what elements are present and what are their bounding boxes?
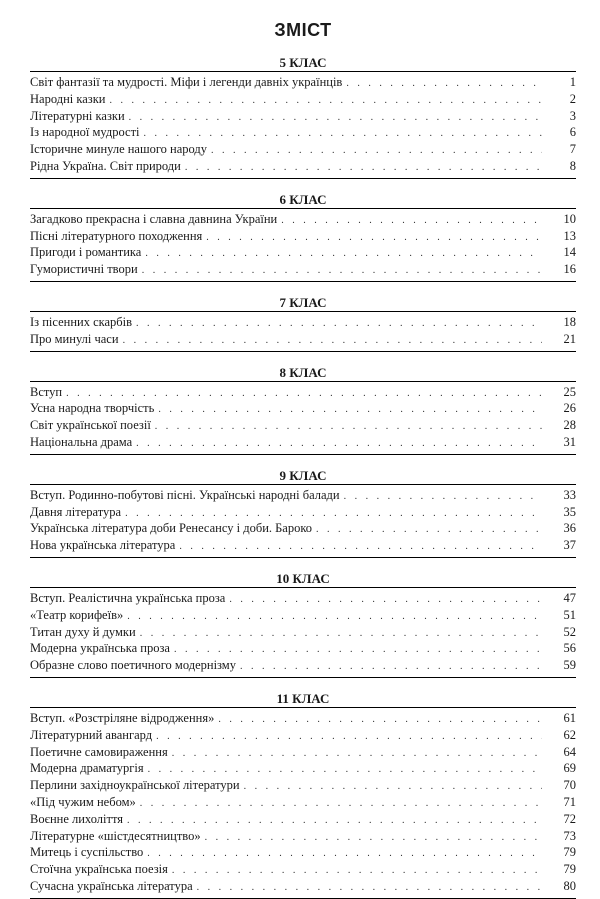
dot-leader <box>240 659 542 676</box>
section-heading: 5 КЛАС <box>279 55 327 70</box>
entry-page-number: 2 <box>569 91 576 106</box>
dot-leader <box>172 746 542 763</box>
entry-title: Пригоди і романтика <box>30 245 142 260</box>
dot-leader <box>206 230 542 247</box>
entry-title: Усна народна творчість <box>30 401 155 416</box>
section-heading: 6 КЛАС <box>279 191 327 207</box>
toc-entry <box>30 211 576 228</box>
section-entries <box>30 208 576 282</box>
entry-title: Давня література <box>30 504 122 519</box>
entry-page-number: 56 <box>563 641 576 656</box>
section-entries <box>30 381 576 455</box>
entry-page-number: 21 <box>563 331 576 346</box>
entry-title: Нова українська література <box>30 538 176 553</box>
toc-entry <box>30 487 576 504</box>
entry-title: Вступ. Реалістична українська проза <box>30 590 226 605</box>
entry-title: Сучасна українська література <box>30 878 193 893</box>
toc-entry <box>30 158 576 175</box>
toc-section <box>30 364 576 455</box>
entry-title: Національна драма <box>30 434 133 449</box>
entry-page-number: 6 <box>569 125 576 140</box>
entry-page-number: 8 <box>569 158 576 173</box>
toc-entry <box>30 828 576 845</box>
toc-entry <box>30 520 576 537</box>
toc-entry <box>30 314 576 331</box>
dot-leader <box>155 419 542 436</box>
dot-leader <box>218 712 542 729</box>
toc-section <box>30 570 576 678</box>
entry-title: Стоїчна українська поезія <box>30 862 168 877</box>
dot-leader <box>197 880 542 897</box>
toc-entry <box>30 91 576 108</box>
section-heading: 10 КЛАС <box>276 570 330 586</box>
dot-leader <box>316 522 542 539</box>
entry-title: Митець і суспільство <box>30 845 144 860</box>
toc-body <box>30 54 576 899</box>
entry-title: Воєнне лихоліття <box>30 811 124 826</box>
entry-title: Літературний авангард <box>30 727 153 742</box>
entry-title: Народні казки <box>30 91 106 106</box>
toc-entry <box>30 108 576 125</box>
section-heading: 11 КЛАС <box>276 690 330 706</box>
toc-entry <box>30 124 576 141</box>
dot-leader <box>129 110 542 127</box>
entry-page-number: 35 <box>563 504 576 519</box>
dot-leader <box>147 846 542 863</box>
entry-page-number: 70 <box>563 778 576 793</box>
entry-page-number: 33 <box>563 487 576 502</box>
toc-entry <box>30 434 576 451</box>
toc-entry <box>30 74 576 91</box>
dot-leader <box>136 436 542 453</box>
entry-title: Вступ. Родинно-побутові пісні. Українські народні балади <box>30 487 340 502</box>
toc-entry <box>30 400 576 417</box>
entry-page-number: 37 <box>563 538 576 553</box>
section-heading: 9 КЛАС <box>279 467 327 483</box>
entry-page-number: 61 <box>563 710 576 725</box>
toc-section <box>30 467 576 558</box>
entry-title: Світ фантазії та мудрості. Міфи і легенди давніх українців <box>30 75 343 89</box>
entry-page-number: 13 <box>563 228 576 243</box>
toc-entry <box>30 861 576 878</box>
dot-leader <box>123 333 542 350</box>
toc-entry <box>30 794 576 811</box>
section-entries <box>30 707 576 899</box>
entry-title: Перлини західноукраїнської літератури <box>30 778 240 793</box>
toc-entry <box>30 141 576 158</box>
dot-leader <box>136 316 542 333</box>
dot-leader <box>244 779 542 796</box>
dot-leader <box>205 830 542 847</box>
dot-leader <box>145 246 542 263</box>
entry-page-number: 59 <box>563 658 576 673</box>
dot-leader <box>211 143 542 160</box>
section-heading: 8 КЛАС <box>279 364 327 380</box>
toc-entry <box>30 744 576 761</box>
dot-leader <box>179 539 542 556</box>
entry-title: Модерна драматургія <box>30 761 144 776</box>
entry-title: Поетичне самовираження <box>30 744 168 759</box>
toc-entry <box>30 844 576 861</box>
toc-entry <box>30 878 576 895</box>
dot-leader <box>140 626 542 643</box>
entry-title: Із пісенних скарбів <box>30 314 133 329</box>
toc-entry <box>30 710 576 727</box>
entry-title: Про минулі часи <box>30 331 119 346</box>
entry-page-number: 14 <box>563 245 576 260</box>
page-title: ЗМІСТ <box>274 20 332 40</box>
entry-title: Загадково прекрасна і славна давнина України <box>30 211 278 226</box>
section-entries <box>30 484 576 558</box>
toc-entry <box>30 228 576 245</box>
entry-page-number: 69 <box>563 761 576 776</box>
toc-entry <box>30 504 576 521</box>
entry-title: Українська література доби Ренесансу і доби. Бароко <box>30 521 313 536</box>
toc-entry <box>30 727 576 744</box>
toc-entry <box>30 417 576 434</box>
toc-section <box>30 690 576 899</box>
toc-entry <box>30 624 576 641</box>
toc-entry <box>30 331 576 348</box>
entry-page-number: 31 <box>563 434 576 449</box>
toc-entry <box>30 537 576 554</box>
entry-title: Вступ. «Розстріляне відродження» <box>30 710 215 725</box>
entry-title: «Під чужим небом» <box>30 794 136 809</box>
entry-page-number: 25 <box>563 384 576 399</box>
entry-page-number: 26 <box>563 401 576 416</box>
entry-page-number: 36 <box>563 521 576 536</box>
toc-entry <box>30 590 576 607</box>
dot-leader <box>110 93 543 110</box>
dot-leader <box>127 609 542 626</box>
entry-page-number: 47 <box>563 590 576 605</box>
entry-page-number: 28 <box>563 418 576 433</box>
entry-page-number: 79 <box>563 862 576 877</box>
entry-page-number: 16 <box>563 262 576 277</box>
entry-page-number: 62 <box>563 727 576 742</box>
dot-leader <box>142 263 542 280</box>
entry-title: Із народної мудрості <box>30 125 140 140</box>
entry-page-number: 7 <box>569 142 576 157</box>
toc-entry <box>30 777 576 794</box>
entry-page-number: 18 <box>563 314 576 329</box>
entry-page-number: 10 <box>563 211 576 226</box>
section-entries <box>30 71 576 179</box>
dot-leader <box>158 402 542 419</box>
entry-page-number: 72 <box>563 811 576 826</box>
entry-page-number: 1 <box>569 75 576 89</box>
entry-page-number: 52 <box>563 624 576 639</box>
toc-entry <box>30 760 576 777</box>
toc-entry <box>30 384 576 401</box>
entry-title: Вступ <box>30 384 63 399</box>
entry-page-number: 79 <box>563 845 576 860</box>
entry-page-number: 71 <box>563 794 576 809</box>
dot-leader <box>346 76 542 93</box>
entry-title: Титан духу й думки <box>30 624 136 639</box>
toc-entry <box>30 261 576 278</box>
entry-title: Світ української поезії <box>30 418 151 433</box>
entry-page-number: 73 <box>563 828 576 843</box>
section-entries <box>30 587 576 678</box>
dot-leader <box>140 796 542 813</box>
toc-entry <box>30 640 576 657</box>
dot-leader <box>229 592 542 609</box>
entry-title: Гумористичні твори <box>30 262 138 277</box>
dot-leader <box>344 489 542 506</box>
entry-title: Історичне минуле нашого народу <box>30 142 208 157</box>
section-heading: 7 КЛАС <box>279 294 327 310</box>
entry-title: Літературне «шістдесятництво» <box>30 828 201 843</box>
section-entries <box>30 311 576 352</box>
toc-entry <box>30 811 576 828</box>
toc-section <box>30 294 576 352</box>
toc-section <box>30 191 576 282</box>
entry-title: «Театр корифеїв» <box>30 607 124 622</box>
entry-title: Образне слово поетичного модернізму <box>30 658 236 673</box>
entry-page-number: 3 <box>569 108 576 123</box>
entry-page-number: 51 <box>563 607 576 622</box>
dot-leader <box>185 160 542 177</box>
toc-section <box>30 54 576 179</box>
dot-leader <box>281 213 542 230</box>
entry-page-number: 64 <box>563 744 576 759</box>
dot-leader <box>172 863 542 880</box>
entry-title: Рідна Україна. Світ природи <box>30 158 181 173</box>
entry-title: Літературні казки <box>30 108 125 123</box>
dot-leader <box>156 729 542 746</box>
entry-title: Пісні літературного походження <box>30 228 203 243</box>
toc-entry <box>30 607 576 624</box>
entry-title: Модерна українська проза <box>30 641 170 656</box>
entry-page-number: 80 <box>563 878 576 893</box>
toc-entry <box>30 244 576 261</box>
toc-entry <box>30 657 576 674</box>
